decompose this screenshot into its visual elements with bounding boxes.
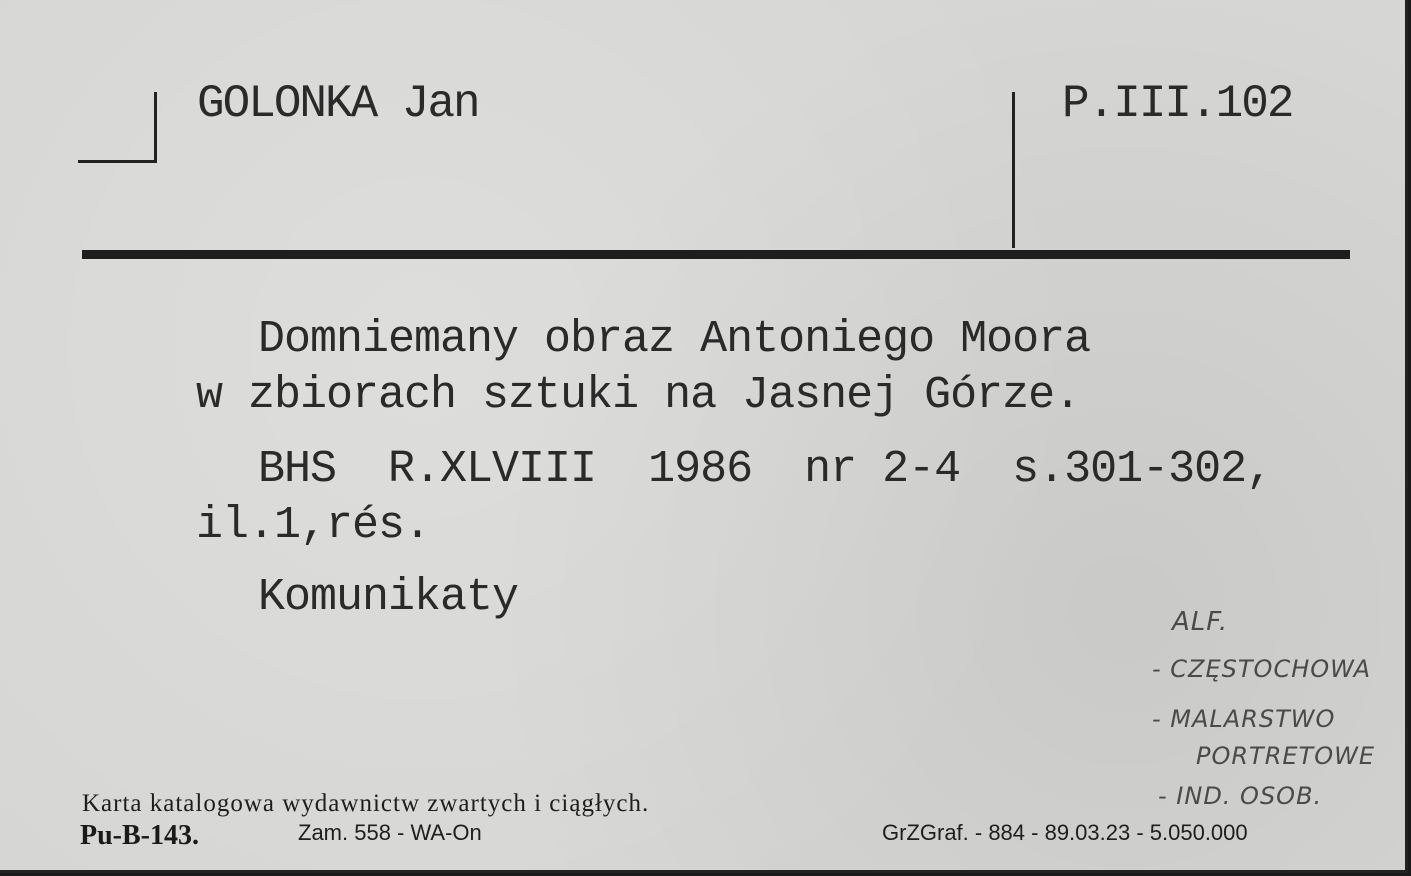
author-heading: GOLONKA Jan [197, 78, 479, 130]
printer-info: GrZGraf. - 884 - 89.03.23 - 5.050.000 [882, 820, 1248, 845]
section-label: Komunikaty [258, 572, 519, 623]
handwritten-note-2: - CZĘSTOCHOWA [1152, 655, 1372, 683]
order-number: Zam. 558 - WA-On [298, 820, 482, 845]
form-code: Pu-B-143. [80, 820, 199, 851]
corner-mark-horizontal [78, 160, 157, 163]
heading-rule [82, 250, 1350, 259]
call-number: P.III.102 [1062, 78, 1293, 130]
title-line-2: w zbiorach sztuki na Jasnej Górze. [196, 370, 1081, 421]
form-description: Karta katalogowa wydawnictw zwartych i ciągłych. [82, 790, 650, 817]
handwritten-note-3: - MALARSTWO [1152, 705, 1336, 733]
title-line-1: Domniemany obraz Antoniego Moora [258, 314, 1091, 365]
call-number-divider [1012, 92, 1015, 248]
corner-mark-vertical [154, 92, 157, 162]
handwritten-note-5: - IND. OSOB. [1158, 782, 1323, 810]
citation-line-1: BHS R.XLVIII 1986 nr 2-4 s.301-302, [258, 444, 1273, 495]
handwritten-note-4: PORTRETOWE [1196, 742, 1375, 770]
handwritten-note-1: ALF. [1172, 607, 1229, 637]
citation-line-2: il.1,rés. [196, 500, 431, 551]
